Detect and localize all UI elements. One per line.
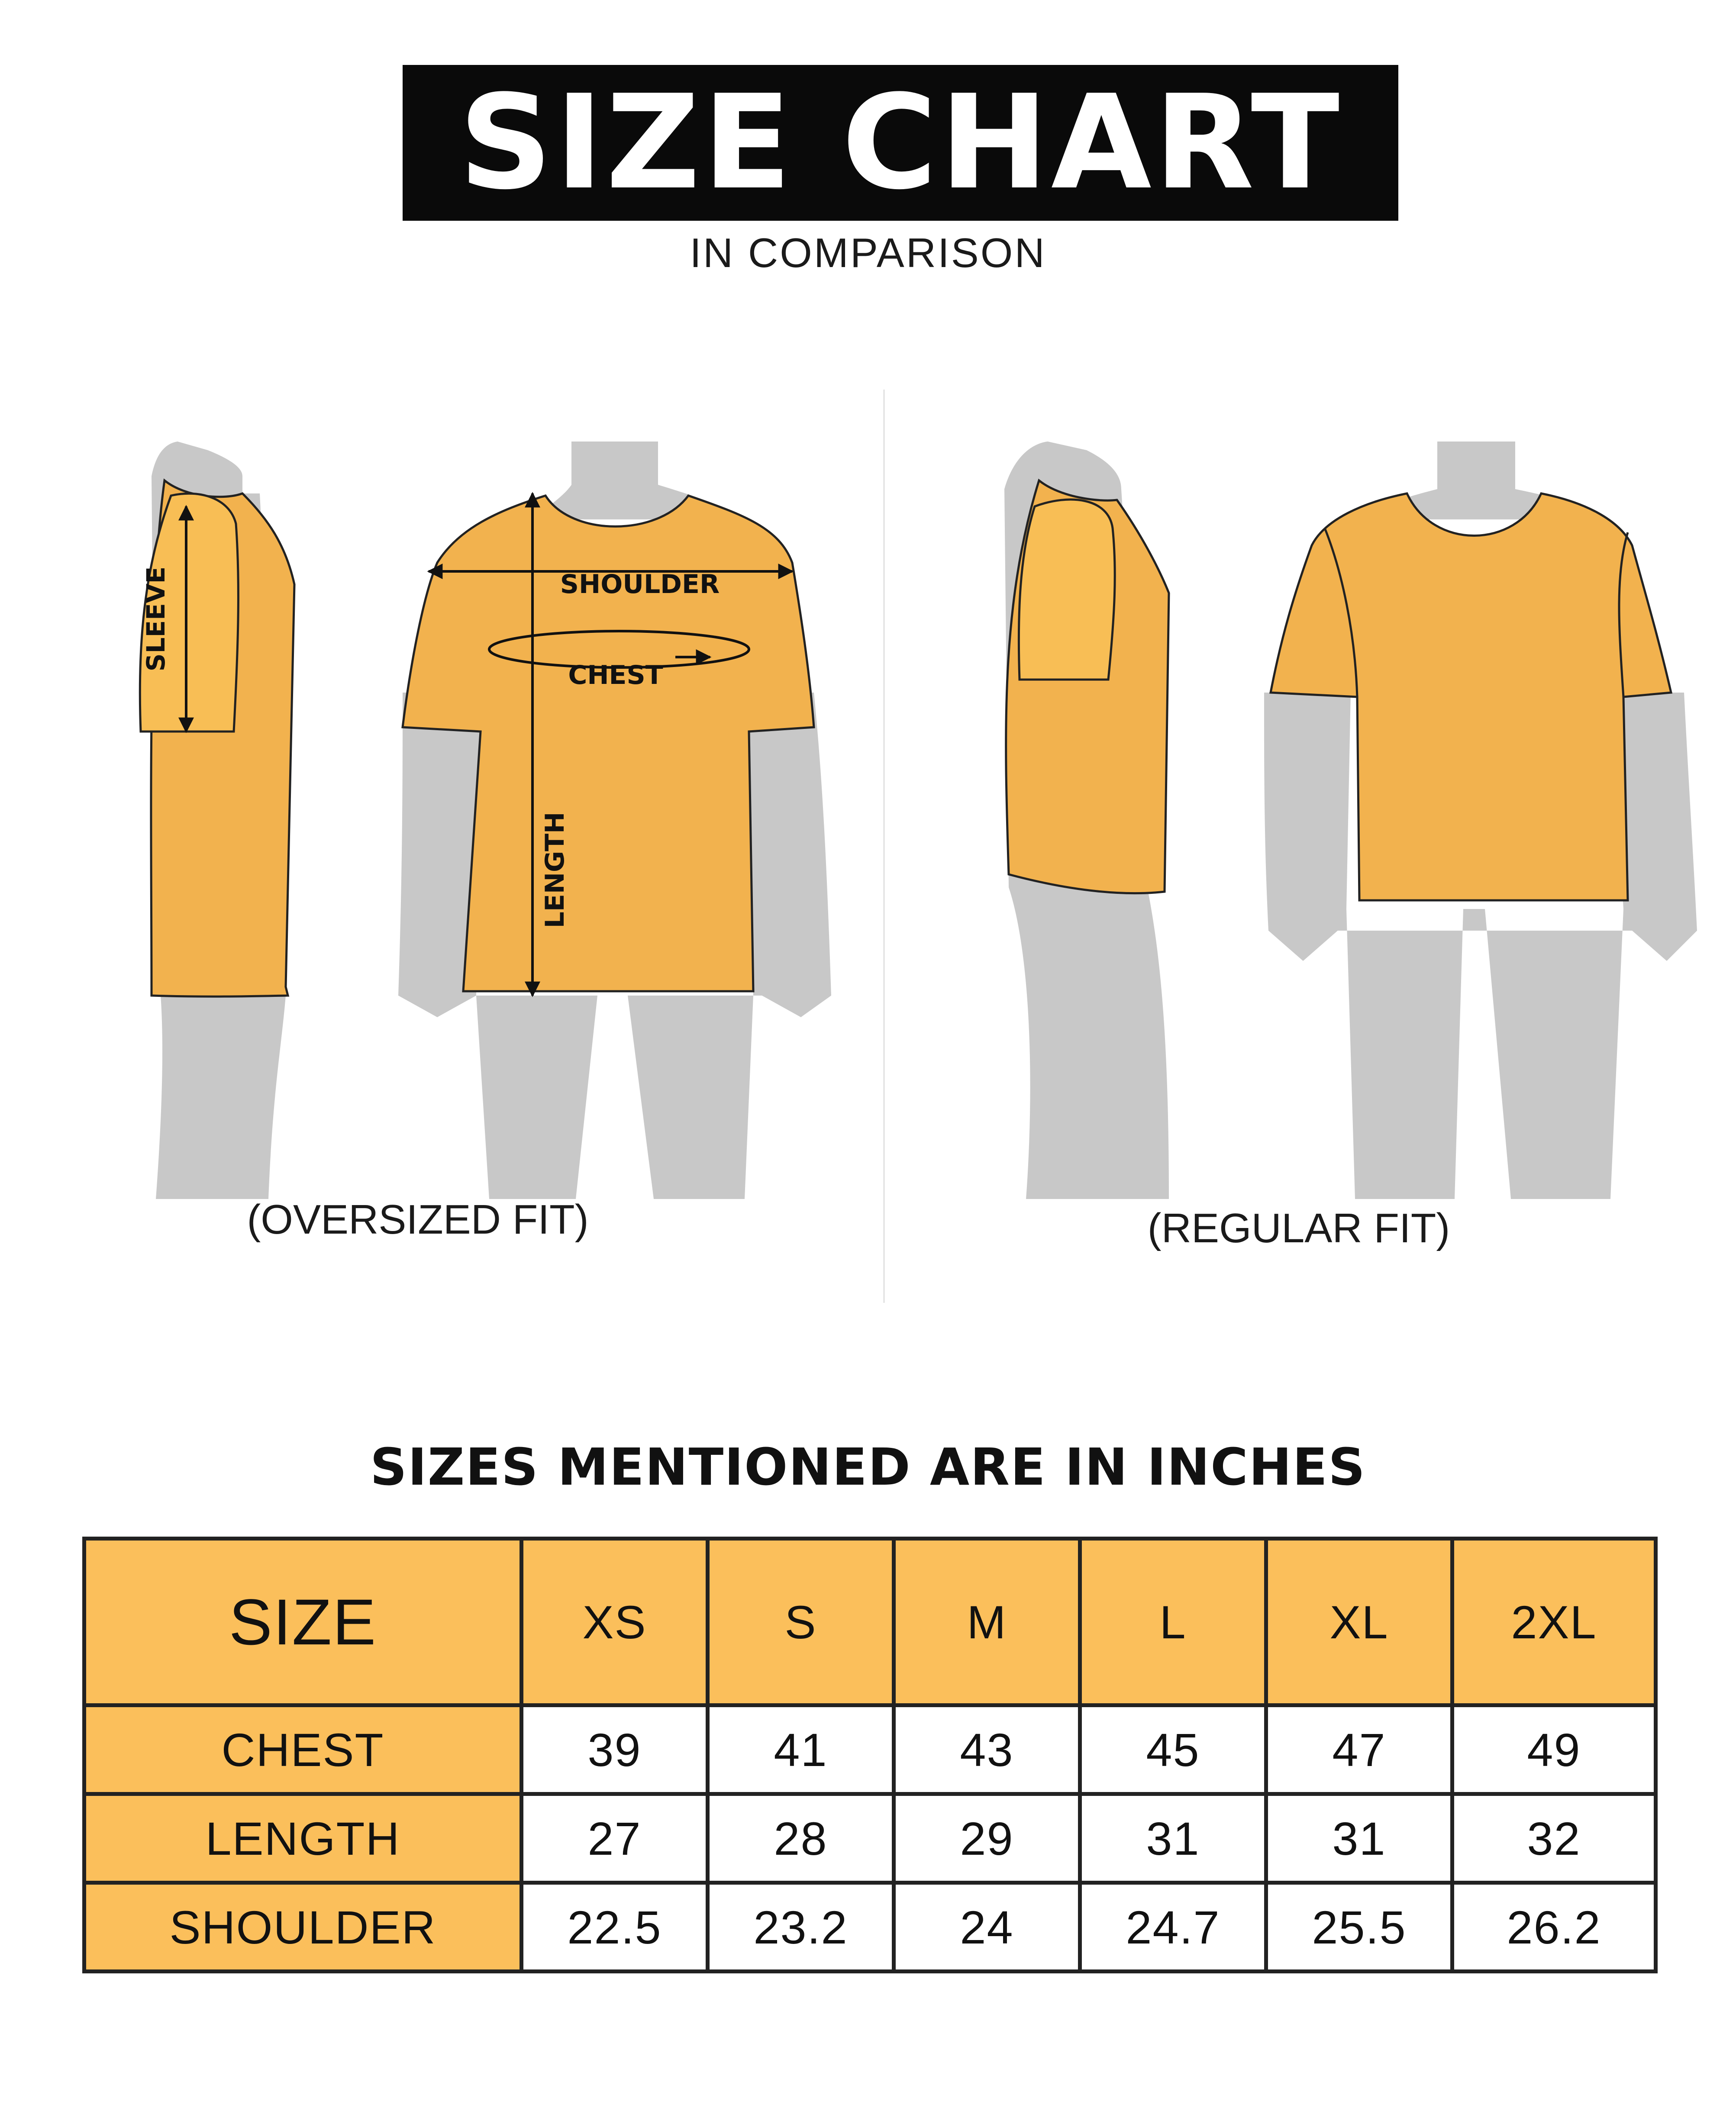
regular-caption: (REGULAR FIT) <box>1147 1205 1450 1251</box>
table-cell: 28 <box>708 1794 894 1883</box>
table-row <box>84 1883 1656 1972</box>
row-label-length: LENGTH <box>84 1794 522 1883</box>
table-cell: 41 <box>708 1705 894 1794</box>
table-cell: 23.2 <box>708 1883 894 1972</box>
table-cell: 26.2 <box>1452 1883 1656 1972</box>
row-label-shoulder: SHOULDER <box>84 1883 522 1972</box>
oversized-front-figure <box>398 442 831 1199</box>
table-cell: 22.5 <box>522 1883 708 1972</box>
units-heading: SIZES MENTIONED ARE IN INCHES <box>370 1437 1366 1497</box>
regular-front-figure <box>1264 442 1697 1199</box>
sleeve-side-regular <box>1019 500 1115 680</box>
table-cell: 31 <box>1080 1794 1266 1883</box>
table-cell: 31 <box>1266 1794 1452 1883</box>
table-cell: 27 <box>522 1794 708 1883</box>
oversized-side-figure <box>140 442 294 1199</box>
table-cell: 45 <box>1080 1705 1266 1794</box>
sleeve-label: SLEEVE <box>141 566 171 672</box>
title-banner <box>403 65 1398 221</box>
table-row <box>84 1705 1656 1794</box>
table-cell: 49 <box>1452 1705 1656 1794</box>
table-cell: 25.5 <box>1266 1883 1452 1972</box>
table-cell: 24.7 <box>1080 1883 1266 1972</box>
table-corner-label: SIZE <box>84 1539 522 1705</box>
size-header: M <box>894 1539 1080 1705</box>
table-cell: 32 <box>1452 1794 1656 1883</box>
table-cell: 39 <box>522 1705 708 1794</box>
fit-illustrations <box>0 390 1736 1255</box>
table-cell: 47 <box>1266 1705 1452 1794</box>
table-row <box>84 1794 1656 1883</box>
regular-side-figure <box>1004 442 1169 1199</box>
size-header: XL <box>1266 1539 1452 1705</box>
page-title: SIZE CHART <box>458 67 1342 218</box>
shoulder-label: SHOULDER <box>560 569 720 599</box>
chest-label: CHEST <box>568 660 663 690</box>
table-cell: 29 <box>894 1794 1080 1883</box>
size-header: S <box>708 1539 894 1705</box>
size-header: L <box>1080 1539 1266 1705</box>
table-cell: 24 <box>894 1883 1080 1972</box>
page-subtitle: IN COMPARISON <box>690 230 1046 276</box>
length-label: LENGTH <box>540 812 570 928</box>
table-header-row <box>84 1539 1656 1705</box>
size-header: XS <box>522 1539 708 1705</box>
size-header: 2XL <box>1452 1539 1656 1705</box>
oversized-caption: (OVERSIZED FIT) <box>247 1196 589 1243</box>
row-label-chest: CHEST <box>84 1705 522 1794</box>
size-table <box>82 1537 1658 1973</box>
table-cell: 43 <box>894 1705 1080 1794</box>
